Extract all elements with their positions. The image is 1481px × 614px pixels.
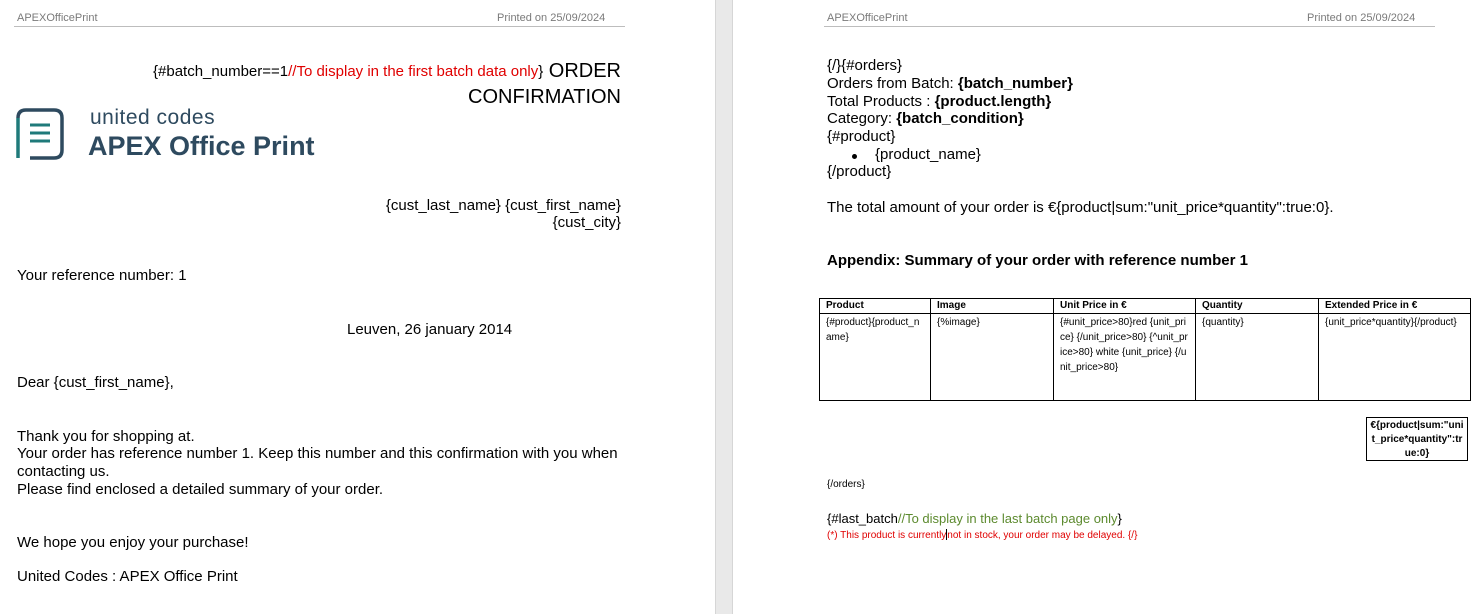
customer-name: {cust_last_name} {cust_first_name} xyxy=(385,197,621,214)
cell-unit-price: {#unit_price>80}red {unit_price} {/unit_price>80} {^unit_price>80} white {unit_price} {/unit_price>80} xyxy=(1054,314,1196,401)
body-line: Your order has reference number 1. Keep this number and this confirmation with you when xyxy=(17,445,618,462)
cell-quantity: {quantity} xyxy=(1196,314,1319,401)
bullet-icon xyxy=(852,154,857,159)
body-line: Thank you for shopping at. xyxy=(17,428,195,445)
table-header-row xyxy=(820,299,1471,314)
title-line-2: CONFIRMATION xyxy=(468,86,621,108)
cell-extended-price: {unit_price*quantity}{/product} xyxy=(1319,314,1471,401)
appendix-title: Appendix: Summary of your order with reference number 1 xyxy=(827,252,1248,269)
body-line: Please find enclosed a detailed summary of your order. xyxy=(17,481,384,498)
header-product: Product xyxy=(820,299,931,314)
product-loop-close: {/product} xyxy=(827,163,892,180)
order-summary-table xyxy=(819,298,1471,401)
customer-city: {cust_city} xyxy=(552,214,621,231)
reference-number: Your reference number: 1 xyxy=(17,267,187,284)
cell-product: {#product}{product_name} xyxy=(820,314,931,401)
product-loop-open: {#product} xyxy=(827,128,896,145)
category-line: Category: {batch_condition} xyxy=(827,110,1024,127)
header-unit-price: Unit Price in € xyxy=(1054,299,1196,314)
stock-note[interactable]: (*) This product is currentlynot in stock, your order may be delayed. {/} xyxy=(827,530,1138,541)
batch-condition: {#batch_number==1//To display in the first batch data only} xyxy=(153,63,544,80)
orders-loop-open: {/}{#orders} xyxy=(827,57,903,74)
closing: We hope you enjoy your purchase! xyxy=(17,534,249,551)
title-line-1: ORDER xyxy=(548,60,621,82)
batch-line: Orders from Batch: {batch_number} xyxy=(827,75,1073,92)
logo-line-2: APEX Office Print xyxy=(88,131,315,161)
greeting: Dear {cust_first_name}, xyxy=(17,374,174,391)
product-name-item: {product_name} xyxy=(875,146,981,163)
signature: United Codes : APEX Office Print xyxy=(17,568,238,585)
left-header-printed: Printed on 25/09/2024 xyxy=(497,12,606,24)
right-header-printed: Printed on 25/09/2024 xyxy=(1307,12,1416,24)
logo-icon xyxy=(16,108,64,161)
cell-image: {%image} xyxy=(931,314,1054,401)
right-header-app: APEXOfficePrint xyxy=(827,12,908,24)
last-batch-condition: {#last_batch//To display in the last batch page only} xyxy=(827,511,1122,526)
header-extended-price: Extended Price in € xyxy=(1319,299,1471,314)
orders-loop-close: {/orders} xyxy=(827,479,865,490)
page-gap xyxy=(715,0,733,614)
header-image: Image xyxy=(931,299,1054,314)
header-quantity: Quantity xyxy=(1196,299,1319,314)
right-header-rule xyxy=(824,26,1435,27)
total-products-line: Total Products : {product.length} xyxy=(827,93,1052,110)
total-amount: The total amount of your order is €{product|sum:"unit_price*quantity":true:0}. xyxy=(827,199,1334,216)
left-header-app: APEXOfficePrint xyxy=(17,12,98,24)
sum-total-box: €{product|sum:"unit_price*quantity":true:0} xyxy=(1366,417,1468,461)
logo-line-1: united codes xyxy=(90,106,216,129)
left-header-rule xyxy=(14,26,625,27)
table-row xyxy=(820,314,1471,401)
body-line: contacting us. xyxy=(17,463,110,480)
place-date: Leuven, 26 january 2014 xyxy=(347,321,513,338)
